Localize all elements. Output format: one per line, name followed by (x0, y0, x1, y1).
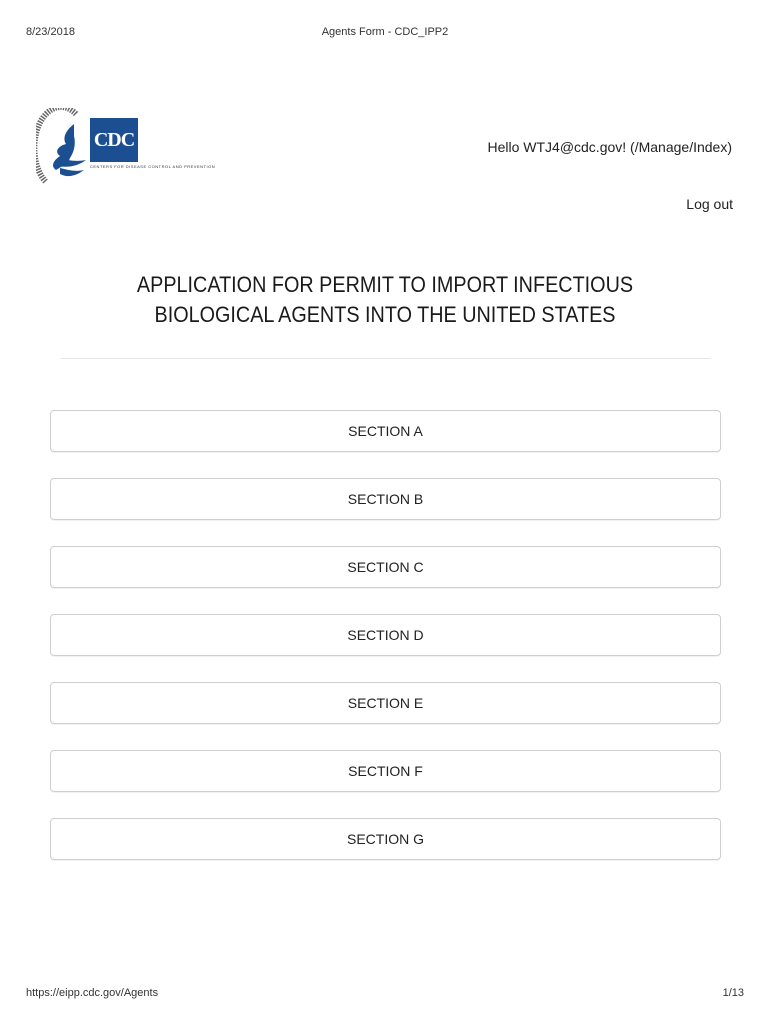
section-e-button[interactable]: SECTION E (50, 682, 721, 724)
page-title: APPLICATION FOR PERMIT TO IMPORT INFECTIOUS BIOLOGICAL AGENTS INTO THE UNITED STATES (136, 272, 634, 327)
divider (61, 358, 711, 359)
cdc-logo[interactable] (36, 108, 216, 190)
cdc-tagline: CENTERS FOR DISEASE CONTROL AND PREVENTION (90, 164, 216, 169)
section-c-button[interactable]: SECTION C (50, 546, 721, 588)
section-f-button[interactable]: SECTION F (50, 750, 721, 792)
print-page-number: 1/13 (722, 987, 744, 999)
section-b-button[interactable]: SECTION B (50, 478, 721, 520)
hhs-eagle-seal-icon (36, 108, 90, 190)
print-date: 8/23/2018 (26, 26, 75, 38)
logout-link[interactable]: Log out (686, 196, 733, 212)
manage-account-link[interactable]: Hello WTJ4@cdc.gov! (/Manage/Index) (487, 139, 732, 155)
section-a-button[interactable]: SECTION A (50, 410, 721, 452)
print-footer (0, 987, 770, 1001)
print-page-title: Agents Form - CDC_IPP2 (321, 26, 449, 38)
cdc-text: CDC (90, 118, 138, 162)
cdc-wordmark (90, 118, 216, 174)
section-list (50, 410, 721, 886)
section-g-button[interactable]: SECTION G (50, 818, 721, 860)
print-url: https://eipp.cdc.gov/Agents (26, 987, 159, 999)
section-d-button[interactable]: SECTION D (50, 614, 721, 656)
print-header (0, 26, 770, 40)
